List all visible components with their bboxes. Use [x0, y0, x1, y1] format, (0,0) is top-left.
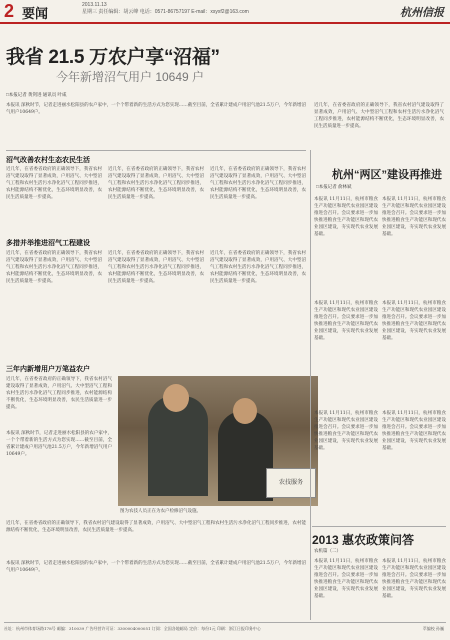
divider	[6, 150, 306, 151]
subheadline: 今年新增沼气用户 10649 户	[56, 70, 205, 84]
body-column: 近几年，在省委省政府的正确领导下，我省农村沼气建设取得了显著成效，户用沼气、大中型沼气工程和农村生活污水净化沼气工程同步推进，农村能源结构不断优化，生态环境明显改善，农民生活质量进一步提高。	[108, 167, 204, 200]
right-byline: □本报记者 俞林斌	[316, 184, 352, 189]
headline: 我省 21.5 万农户享“沼福”	[6, 47, 220, 68]
photo-caption: 图为农技人员正在为农户检修沼气设施。	[120, 509, 201, 514]
body-column: 近几年，在省委省政府的正确领导下，我省农村沼气建设取得了显著成效，户用沼气、大中型沼气工程和农村生活污水净化沼气工程同步推进，农村能源结构不断优化，生态环境明显改善，农民生活质量进一步提高。	[108, 251, 204, 284]
body-column: 近几年，在省委省政府的正确领导下，我省农村沼气建设取得了显著成效，户用沼气、大中型沼气工程和农村生活污水净化沼气工程同步推进，农村能源结构不断优化，生态环境明显改善，农民生活质量进一步提高。	[6, 377, 112, 410]
policy-body: 本报讯 11月11日，杭州市粮食生产功能区和现代农业园区建设推进会召开。会议要求进一步加快推进粮食生产功能区和现代农业园区建设，夯实现代农业发展基础。	[382, 559, 446, 599]
person-head	[233, 398, 257, 424]
body-column: 近几年，在省委省政府的正确领导下，我省农村沼气建设取得了显著成效，户用沼气、大中型沼气工程和农村生活污水净化沼气工程同步推进，农村能源结构不断优化，生态环境明显改善，农民生活质量进一步提高。	[6, 251, 102, 284]
divider	[312, 526, 446, 527]
right-body-column: 本报讯 11月11日，杭州市粮食生产功能区和现代农业园区建设推进会召开。会议要求进一步加快推进粮食生产功能区和现代农业园区建设，夯实现代农业发展基础。	[382, 411, 446, 451]
right-body-column: 本报讯 11月11日，杭州市粮食生产功能区和现代农业园区建设推进会召开。会议要求进一步加快推进粮食生产功能区和现代农业园区建设，夯实现代农业发展基础。	[382, 301, 446, 341]
policy-body: 本报讯 11月11日，杭州市粮食生产功能区和现代农业园区建设推进会召开。会议要求进一步加快推进粮食生产功能区和现代农业园区建设，夯实现代农业发展基础。	[314, 559, 378, 599]
body-column: 近几年，在省委省政府的正确领导下，我省农村沼气建设取得了显著成效，户用沼气、大中型沼气工程和农村生活污水净化沼气工程同步推进，农村能源结构不断优化，生态环境明显改善，农民生活质量进一步提高。	[210, 251, 306, 284]
person-head	[163, 384, 189, 412]
issue-date: 2013.11.13	[82, 2, 107, 8]
body-column: 近几年，在省委省政府的正确领导下，我省农村沼气建设取得了显著成效，户用沼气、大中型沼气工程和农村生活污水净化沼气工程同步推进，农村能源结构不断优化，生态环境明显改善，农民生活质量进一步提高。	[6, 167, 102, 200]
byline: □本报记者 黄剑进 通讯员 叶咸	[6, 92, 67, 97]
person-figure	[218, 411, 273, 501]
right-body-column: 本报讯 11月11日，杭州市粮食生产功能区和现代农业园区建设推进会召开。会议要求进一步加快推进粮食生产功能区和现代农业园区建设，夯实现代农业发展基础。	[314, 197, 378, 237]
policy-byline: 农机篇（二）	[314, 548, 341, 553]
body-column: 近几年，在省委省政府的正确领导下，我省农村沼气建设取得了显著成效，户用沼气、大中型沼气工程和农村生活污水净化沼气工程同步推进，农村能源结构不断优化，生态环境明显改善，农民生活质量进一步提高。	[210, 167, 306, 200]
subheading: 多措并举推进沼气工程建设	[6, 240, 90, 247]
page-number: 2	[4, 1, 15, 21]
masthead-meta	[82, 2, 249, 16]
column-divider	[310, 150, 311, 620]
body-column: 近几年，在省委省政府的正确领导下，我省农村沼气建设取得了显著成效，户用沼气、大中型沼气工程和农村生活污水净化沼气工程同步推进，农村能源结构不断优化，生态环境明显改善，农民生活质量进一步提高。	[314, 103, 444, 129]
paper-name: 杭州信报	[400, 6, 444, 19]
footer-text: 社址：杭州市体育场路178号 邮编：310039 广告经营许可证：3300004000051 订阅：全国各地邮局 定价：每份1元 印刷：浙江日报印务中心	[4, 626, 261, 631]
right-body-column: 本报讯 11月11日，杭州市粮食生产功能区和现代农业园区建设推进会召开。会议要求进一步加快推进粮食生产功能区和现代农业园区建设，夯实现代农业发展基础。	[314, 411, 378, 451]
body-column: 本报讯 深秋时节，记者走进丽水松阳县的农户家中，一个个带着新的生活方式为您实现……截至目前，全省累计建成户用沼气池21.5万户，今年新增沼气用户10649户。	[6, 561, 306, 573]
right-article-title: 杭州“两区”建设再推进	[332, 169, 442, 181]
photo-sign: 农技服务	[266, 468, 316, 498]
footer	[4, 626, 444, 631]
masthead	[0, 0, 450, 24]
subheading: 三年内新增用户万笔益农户	[6, 366, 90, 373]
footer-rule	[4, 622, 446, 623]
news-photo	[118, 376, 318, 506]
footer-editor: 萃编校 孙巍	[422, 626, 444, 631]
right-body-column: 本报讯 11月11日，杭州市粮食生产功能区和现代农业园区建设推进会召开。会议要求进一步加快推进粮食生产功能区和现代农业园区建设，夯实现代农业发展基础。	[314, 301, 378, 341]
editor-contact: 星期三 责任编辑：胡云峰 电话：0571-86757197 E-mail：xsyxf2@163.com	[82, 9, 249, 15]
body-column: 近几年，在省委省政府的正确领导下，我省农村沼气建设取得了显著成效，户用沼气、大中型沼气工程和农村生活污水净化沼气工程同步推进，农村能源结构不断优化，生态环境明显改善，农民生活质量进一步提高。	[6, 521, 306, 533]
section-title: 要闻	[22, 6, 49, 21]
subheading: 沼气改善农村生态农民生活	[6, 157, 90, 164]
intro-paragraph: 本报讯 深秋时节，记者走进丽水松阳县的农户家中，一个个带着新的生活方式为您实现……截至目前，全省累计建成户用沼气池21.5万户，今年新增沼气用户10649户。	[6, 103, 306, 115]
right-body-column: 本报讯 11月11日，杭州市粮食生产功能区和现代农业园区建设推进会召开。会议要求进一步加快推进粮食生产功能区和现代农业园区建设，夯实现代农业发展基础。	[382, 197, 446, 237]
body-column: 本报讯 深秋时节，记者走进丽水松阳县的农户家中，一个个带着新的生活方式为您实现……截至目前，全省累计建成户用沼气池21.5万户，今年新增沼气用户10649户。	[6, 431, 112, 457]
policy-title: 2013 惠农政策问答	[312, 533, 415, 547]
